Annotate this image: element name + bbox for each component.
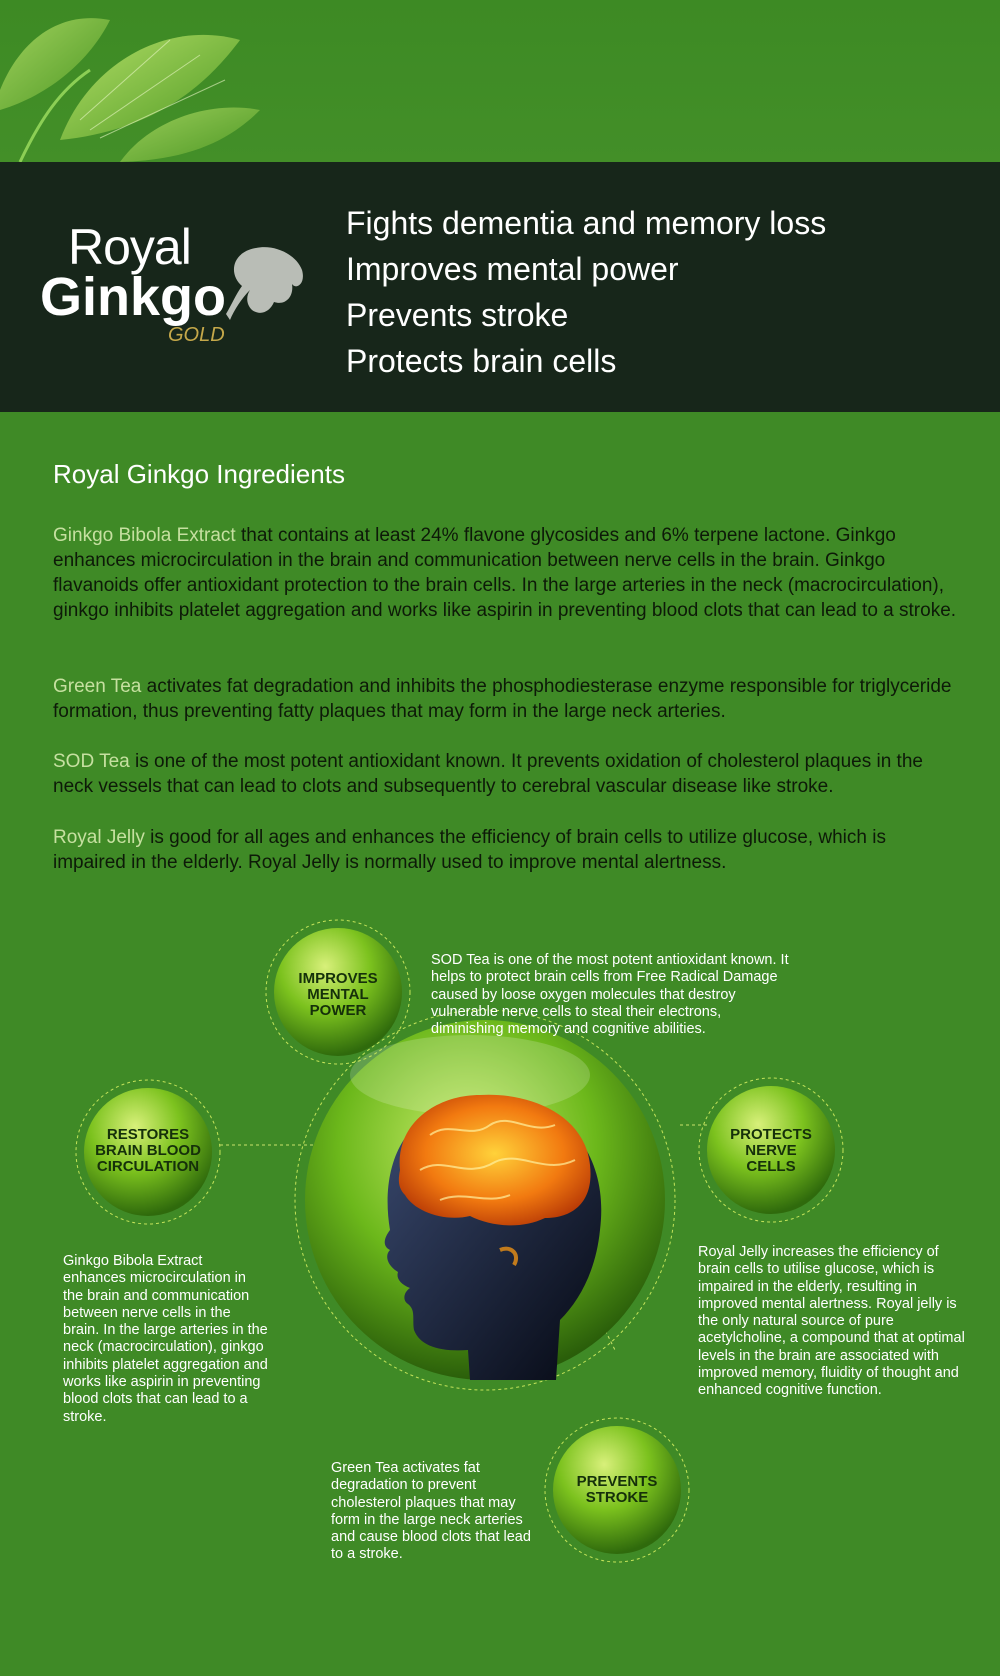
ingredient-text: is good for all ages and enhances the efficiency of brain cells to utilize glucose, which is impaired in the elderly. Royal Jelly is normally used to improve mental alertness.	[53, 827, 886, 873]
logo-text-ginkgo: Ginkgo	[40, 267, 226, 327]
ingredient-text: that contains at least 24% flavone glycosides and 6% terpene lactone. Ginkgo enhances microcirculation in the brain and communication between nerve cells in the brain. Ginkgo flavanoids offer antioxidant protection to the brain cells. In the large arteries in the neck (macrocirculation), ginkgo inhibits platelet aggregation and works like aspirin in preventing blood clots that can lead to a stroke.	[53, 525, 957, 621]
logo-text-royal: Royal	[68, 219, 191, 275]
benefit-item: Protects brain cells	[346, 343, 617, 379]
note-sod-tea: SOD Tea is one of the most potent antioxidant known. It helps to protect brain cells from Free Radical Damage caused by loose oxygen molecules that destroy vulnerable nerve cells to steal their electrons, diminishing memory and cognitive abilities.	[431, 952, 789, 1038]
ginkgo-leaf-icon	[222, 244, 306, 322]
bubble-label-prevents: PREVENTS STROKE	[576, 1473, 658, 1506]
ingredient-text: is one of the most potent antioxidant known. It prevents oxidation of cholesterol plaques in the neck vessels that can lead to clots and subsequently to cerebral vascular disease like stroke.	[53, 751, 923, 797]
logo-text-gold: GOLD	[168, 324, 225, 346]
ingredient-paragraph	[53, 523, 963, 623]
note-royal-jelly: Royal Jelly increases the efficiency of brain cells to utilise glucose, which is impaired in the elderly, resulting in improved mental alertness. Royal jelly is the only natural source of pure acetylcholine, a compound that at optimal levels in the brain are associated with improved memory, fluidity of thought and enhanced cognitive function.	[698, 1244, 965, 1399]
ingredient-name: Green Tea	[53, 676, 142, 697]
benefit-item: Improves mental power	[346, 251, 679, 287]
ginkgo-leaves-image	[0, 0, 300, 162]
note-green-tea: Green Tea activates fat degradation to prevent cholesterol plaques that may form in the large neck arteries and cause blood clots that lead to a stroke.	[331, 1460, 531, 1563]
ingredient-paragraph	[53, 749, 963, 799]
ingredient-name: Royal Jelly	[53, 827, 145, 848]
note-ginkgo: Ginkgo Bibola Extract enhances microcirculation in the brain and communication between nerve cells in the brain. In the large arteries in the neck (macrocirculation), ginkgo inhibits platelet aggregation and works like aspirin in preventing blood clots that can lead to a stroke.	[63, 1253, 268, 1425]
top-leaf-band	[0, 0, 1000, 162]
ingredient-name: Ginkgo Bibola Extract	[53, 525, 236, 546]
benefit-item: Prevents stroke	[346, 297, 569, 333]
ingredient-paragraph	[53, 674, 963, 724]
bubble-label-protects: PROTECTS NERVE CELLS	[730, 1126, 812, 1175]
ingredient-paragraph	[53, 825, 963, 875]
bubble-label-restores: RESTORES BRAIN BLOOD CIRCULATION	[95, 1126, 201, 1175]
ingredients-title: Royal Ginkgo Ingredients	[53, 459, 345, 489]
ingredient-text: activates fat degradation and inhibits the phosphodiesterase enzyme responsible for triglyceride formation, thus preventing fatty plaques that may form in the large neck arteries.	[53, 676, 952, 722]
benefits-list	[346, 200, 826, 384]
header-band	[0, 162, 1000, 412]
benefit-item: Fights dementia and memory loss	[346, 205, 827, 241]
ingredient-name: SOD Tea	[53, 751, 130, 772]
bubble-label-improves: IMPROVES MENTAL POWER	[298, 970, 378, 1019]
